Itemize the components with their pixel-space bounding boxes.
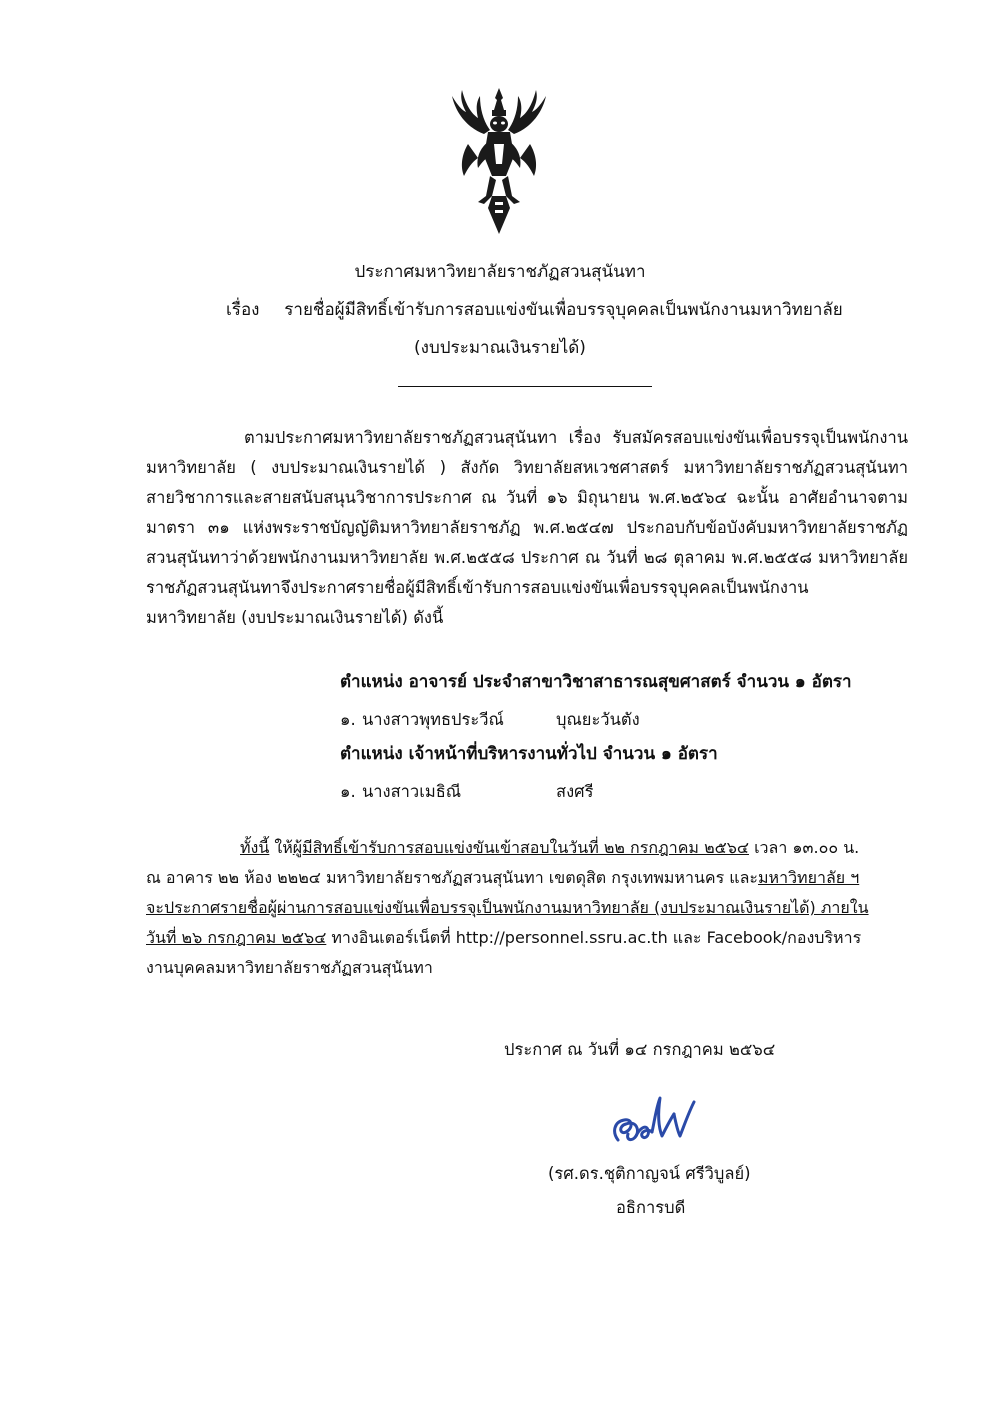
paragraph2-line (240, 834, 859, 862)
paragraph1-line: มหาวิทยาลัย (งบประมาณเงินรายได้) ดังนี้ (146, 608, 444, 627)
subject-line (226, 296, 926, 323)
paragraph2-text: ทั้งนี้ (240, 838, 270, 857)
subject-label: เรื่อง (226, 300, 260, 320)
paragraph1-line: สายวิชาการและสายสนับสนุนวิชาการประกาศ ณ วันที่ ๑๖ มิถุนายน พ.ศ.๒๕๖๔ ฉะนั้น อาศัยอำนาจตาม (146, 488, 908, 507)
paragraph2-text: ทางอินเตอร์เน็ตที่ http://personnel.ssru.ac.th และ Facebook/กองบริหาร (326, 928, 862, 947)
paragraph2-exam-date: ผู้มีสิทธิ์เข้ารับการสอบแข่งขันเข้าสอบในวันที่ ๒๒ กรกฎาคม ๒๕๖๔ (292, 838, 749, 857)
handwritten-signature (596, 1084, 716, 1154)
paragraph2-text: ณ อาคาร ๒๒ ห้อง ๒๒๒๔ มหาวิทยาลัยราชภัฏสวนสุนันทา เขตดุสิต กรุงเทพมหานคร และ (146, 868, 758, 887)
paragraph2-line: งานบุคคลมหาวิทยาลัยราชภัฏสวนสุนันทา (146, 958, 433, 977)
paragraph2-text: เวลา ๑๓.๐๐ น. (748, 838, 860, 857)
paragraph2-result-date: วันที่ ๒๖ กรกฎาคม ๒๕๖๔ (146, 928, 327, 947)
subject-text: รายชื่อผู้มีสิทธิ์เข้ารับการสอบแข่งขันเพื่อบรรจุบุคคลเป็นพนักงานมหาวิทยาลัย (284, 300, 843, 320)
paragraph1-line: มาตรา ๓๑ แห่งพระราชบัญญัติมหาวิทยาลัยราชภัฏ พ.ศ.๒๕๔๗ ประกอบกับข้อบังคับมหาวิทยาลัยราชภัฏ (146, 518, 908, 537)
paragraph2-text: ให้ (269, 838, 293, 857)
paragraph2-line (146, 924, 861, 952)
candidate-name: นางสาวเมธิณี (362, 782, 462, 801)
position-title: ตำแหน่ง เจ้าหน้าที่บริหารงานทั่วไป จำนวน ๑ อัตรา (340, 744, 718, 764)
paragraph1-line: สวนสุนันทาว่าด้วยพนักงานมหาวิทยาลัย พ.ศ.๒๕๕๘ ประกาศ ณ วันที่ ๒๘ ตุลาคม พ.ศ.๒๕๕๘ มหาวิทยาลัย (146, 548, 908, 567)
candidate-no: ๑. (340, 782, 356, 801)
header-divider (398, 386, 652, 387)
paragraph1-line: ตามประกาศมหาวิทยาลัยราชภัฏสวนสุนันทา เรื่อง รับสมัครสอบแข่งขันเพื่อบรรจุเป็นพนักงาน (244, 428, 908, 447)
subject-note: (งบประมาณเงินรายได้) (414, 338, 586, 358)
position-title: ตำแหน่ง อาจารย์ ประจำสาขาวิชาสาธารณสุขศาสตร์ จำนวน ๑ อัตรา (340, 672, 852, 692)
page-title: ประกาศมหาวิทยาลัยราชภัฏสวนสุนันทา (354, 262, 646, 282)
candidate-name: นางสาวพุทธประวีณ์ (362, 710, 504, 729)
signer-title: อธิการบดี (616, 1198, 686, 1217)
garuda-emblem-icon (448, 84, 550, 236)
candidate-surname: สงศรี (556, 782, 594, 801)
announced-date: ประกาศ ณ วันที่ ๑๔ กรกฎาคม ๒๕๖๔ (504, 1040, 776, 1059)
paragraph1-line: ราชภัฏสวนสุนันทาจึงประกาศรายชื่อผู้มีสิทธิ์เข้ารับการสอบแข่งขันเพื่อบรรจุบุคคลเป็นพนักงาน (146, 578, 809, 597)
paragraph2-line: จะประกาศรายชื่อผู้ผ่านการสอบแข่งขันเพื่อบรรจุเป็นพนักงานมหาวิทยาลัย (งบประมาณเงินรายได้) ภายใน (146, 898, 869, 917)
paragraph2-text: มหาวิทยาลัย ฯ (757, 868, 860, 887)
candidate-surname: บุณยะวันตัง (556, 710, 640, 729)
paragraph1-line: มหาวิทยาลัย ( งบประมาณเงินรายได้ ) สังกัด วิทยาลัยสหเวชศาสตร์ มหาวิทยาลัยราชภัฏสวนสุนันทา (146, 458, 908, 477)
signer-name: (รศ.ดร.ชุติกาญจน์ ศรีวิบูลย์) (548, 1164, 751, 1183)
paragraph2-line (146, 864, 859, 892)
candidate-no: ๑. (340, 710, 356, 729)
